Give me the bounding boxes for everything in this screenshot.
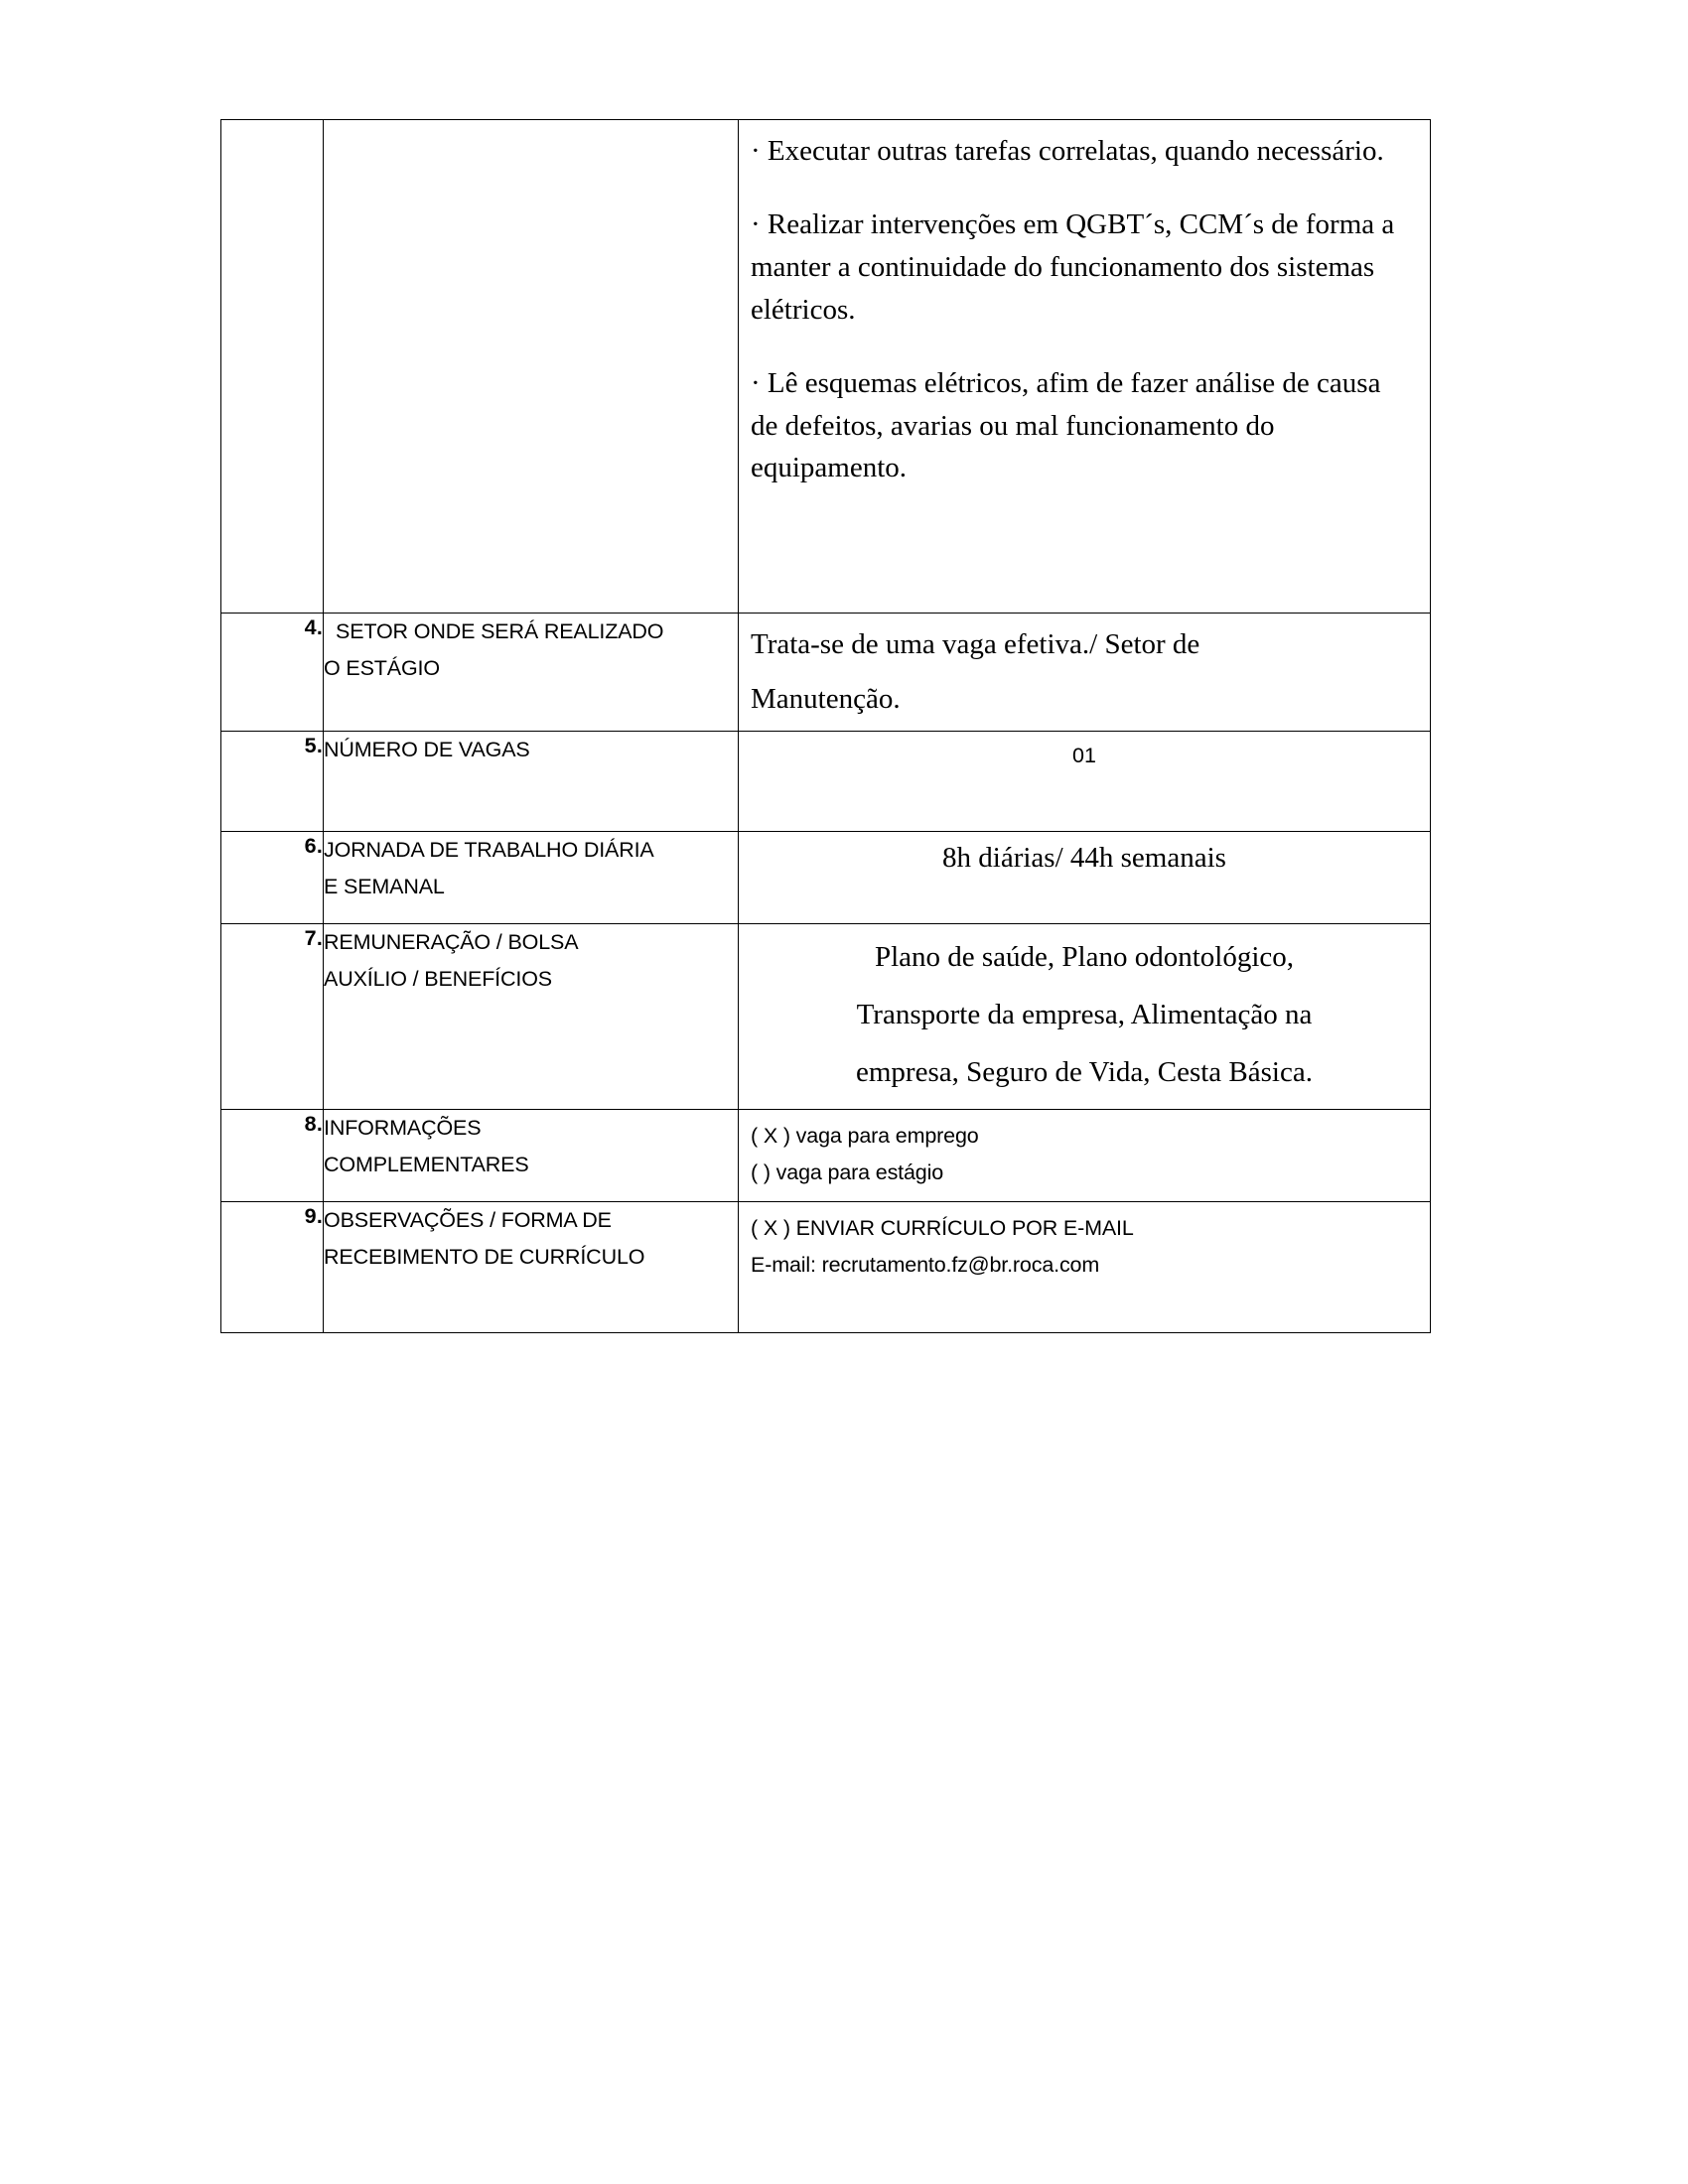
row-value-cell [739, 832, 1431, 924]
row-label-cell [324, 1202, 739, 1333]
value-line: Transporte da empresa, Alimentação na [856, 999, 1313, 1031]
row-label-cell [324, 120, 739, 614]
vacancy-details-table [220, 119, 1431, 1333]
duties-list [739, 120, 1430, 495]
row-label-line: RECEBIMENTO DE CURRÍCULO [324, 1245, 645, 1270]
value-line: Plano de saúde, Plano odontológico, [874, 941, 1295, 974]
row-label-line: SETOR ONDE SERÁ REALIZADO [336, 619, 664, 643]
row-label-line: INFORMAÇÕES [324, 1116, 482, 1141]
row-number-cell [221, 120, 324, 614]
row-number: 7. [304, 926, 323, 951]
row-label-line: OBSERVAÇÕES / FORMA DE [324, 1208, 612, 1233]
vacancy-type-checkboxes [739, 1110, 1430, 1201]
row-label-line: COMPLEMENTARES [324, 1153, 529, 1177]
checkbox-option-internship[interactable]: ( ) vaga para estágio [751, 1160, 944, 1185]
row-number-cell [221, 924, 324, 1110]
table-row [221, 732, 1431, 832]
table-row [221, 1202, 1431, 1333]
row-value-cell [739, 1202, 1431, 1333]
row-number: 4. [304, 615, 323, 639]
row-value-cell [739, 732, 1431, 832]
row-number-cell [221, 1202, 324, 1333]
row-label-line: REMUNERAÇÃO / BOLSA [324, 930, 579, 955]
table-row [221, 832, 1431, 924]
value-line: Manutenção. [751, 683, 901, 716]
row-label-cell [324, 732, 739, 832]
row-number: 6. [304, 834, 323, 859]
row-number-cell [221, 732, 324, 832]
row-number: 5. [304, 734, 323, 758]
row-label-cell [324, 1110, 739, 1202]
row-label-line: AUXÍLIO / BENEFÍCIOS [324, 967, 552, 992]
table-row [221, 120, 1431, 614]
duty-item: · Lê esquemas elétricos, afim de fazer análise de causa de defeitos, avarias ou mal funcionamento do equipamento. [751, 366, 1381, 484]
row-value-cell [739, 924, 1431, 1110]
row-number-cell [221, 614, 324, 732]
row-value-cell [739, 120, 1431, 614]
row-number-cell [221, 832, 324, 924]
row-label-cell [324, 614, 739, 732]
table-row [221, 1110, 1431, 1202]
benefits-value [739, 924, 1430, 1109]
row-label-line: E SEMANAL [324, 875, 445, 899]
value-line: Trata-se de uma vaga efetiva./ Setor de [751, 628, 1200, 660]
value-line: empresa, Seguro de Vida, Cesta Básica. [856, 1056, 1313, 1089]
table-row [221, 614, 1431, 732]
setor-value [739, 614, 1430, 731]
row-label-line: JORNADA DE TRABALHO DIÁRIA [324, 838, 654, 863]
row-number: 8. [304, 1112, 323, 1137]
duty-item: · Executar outras tarefas correlatas, quando necessário. [751, 135, 1384, 167]
row-label-line: O ESTÁGIO [324, 655, 440, 680]
row-number: 9. [304, 1204, 323, 1229]
row-value-cell [739, 1110, 1431, 1202]
checkbox-option-email-cv[interactable]: ( X ) ENVIAR CURRÍCULO POR E-MAIL [751, 1216, 1134, 1241]
row-number-cell [221, 1110, 324, 1202]
row-label-cell [324, 924, 739, 1110]
email-address-line[interactable]: E-mail: recrutamento.fz@br.roca.com [751, 1253, 1100, 1278]
duty-item: · Realizar intervenções em QGBT´s, CCM´s de forma a manter a continuidade do funcionamento dos sistemas elétricos. [751, 207, 1395, 326]
row-label-line: NÚMERO DE VAGAS [324, 738, 530, 762]
vacancy-count-value: 01 [1072, 744, 1096, 768]
row-label-cell [324, 832, 739, 924]
submission-method [739, 1202, 1430, 1294]
row-value-cell [739, 614, 1431, 732]
checkbox-option-employment[interactable]: ( X ) vaga para emprego [751, 1124, 979, 1149]
table-row [221, 924, 1431, 1110]
working-hours-value: 8h diárias/ 44h semanais [942, 842, 1226, 875]
